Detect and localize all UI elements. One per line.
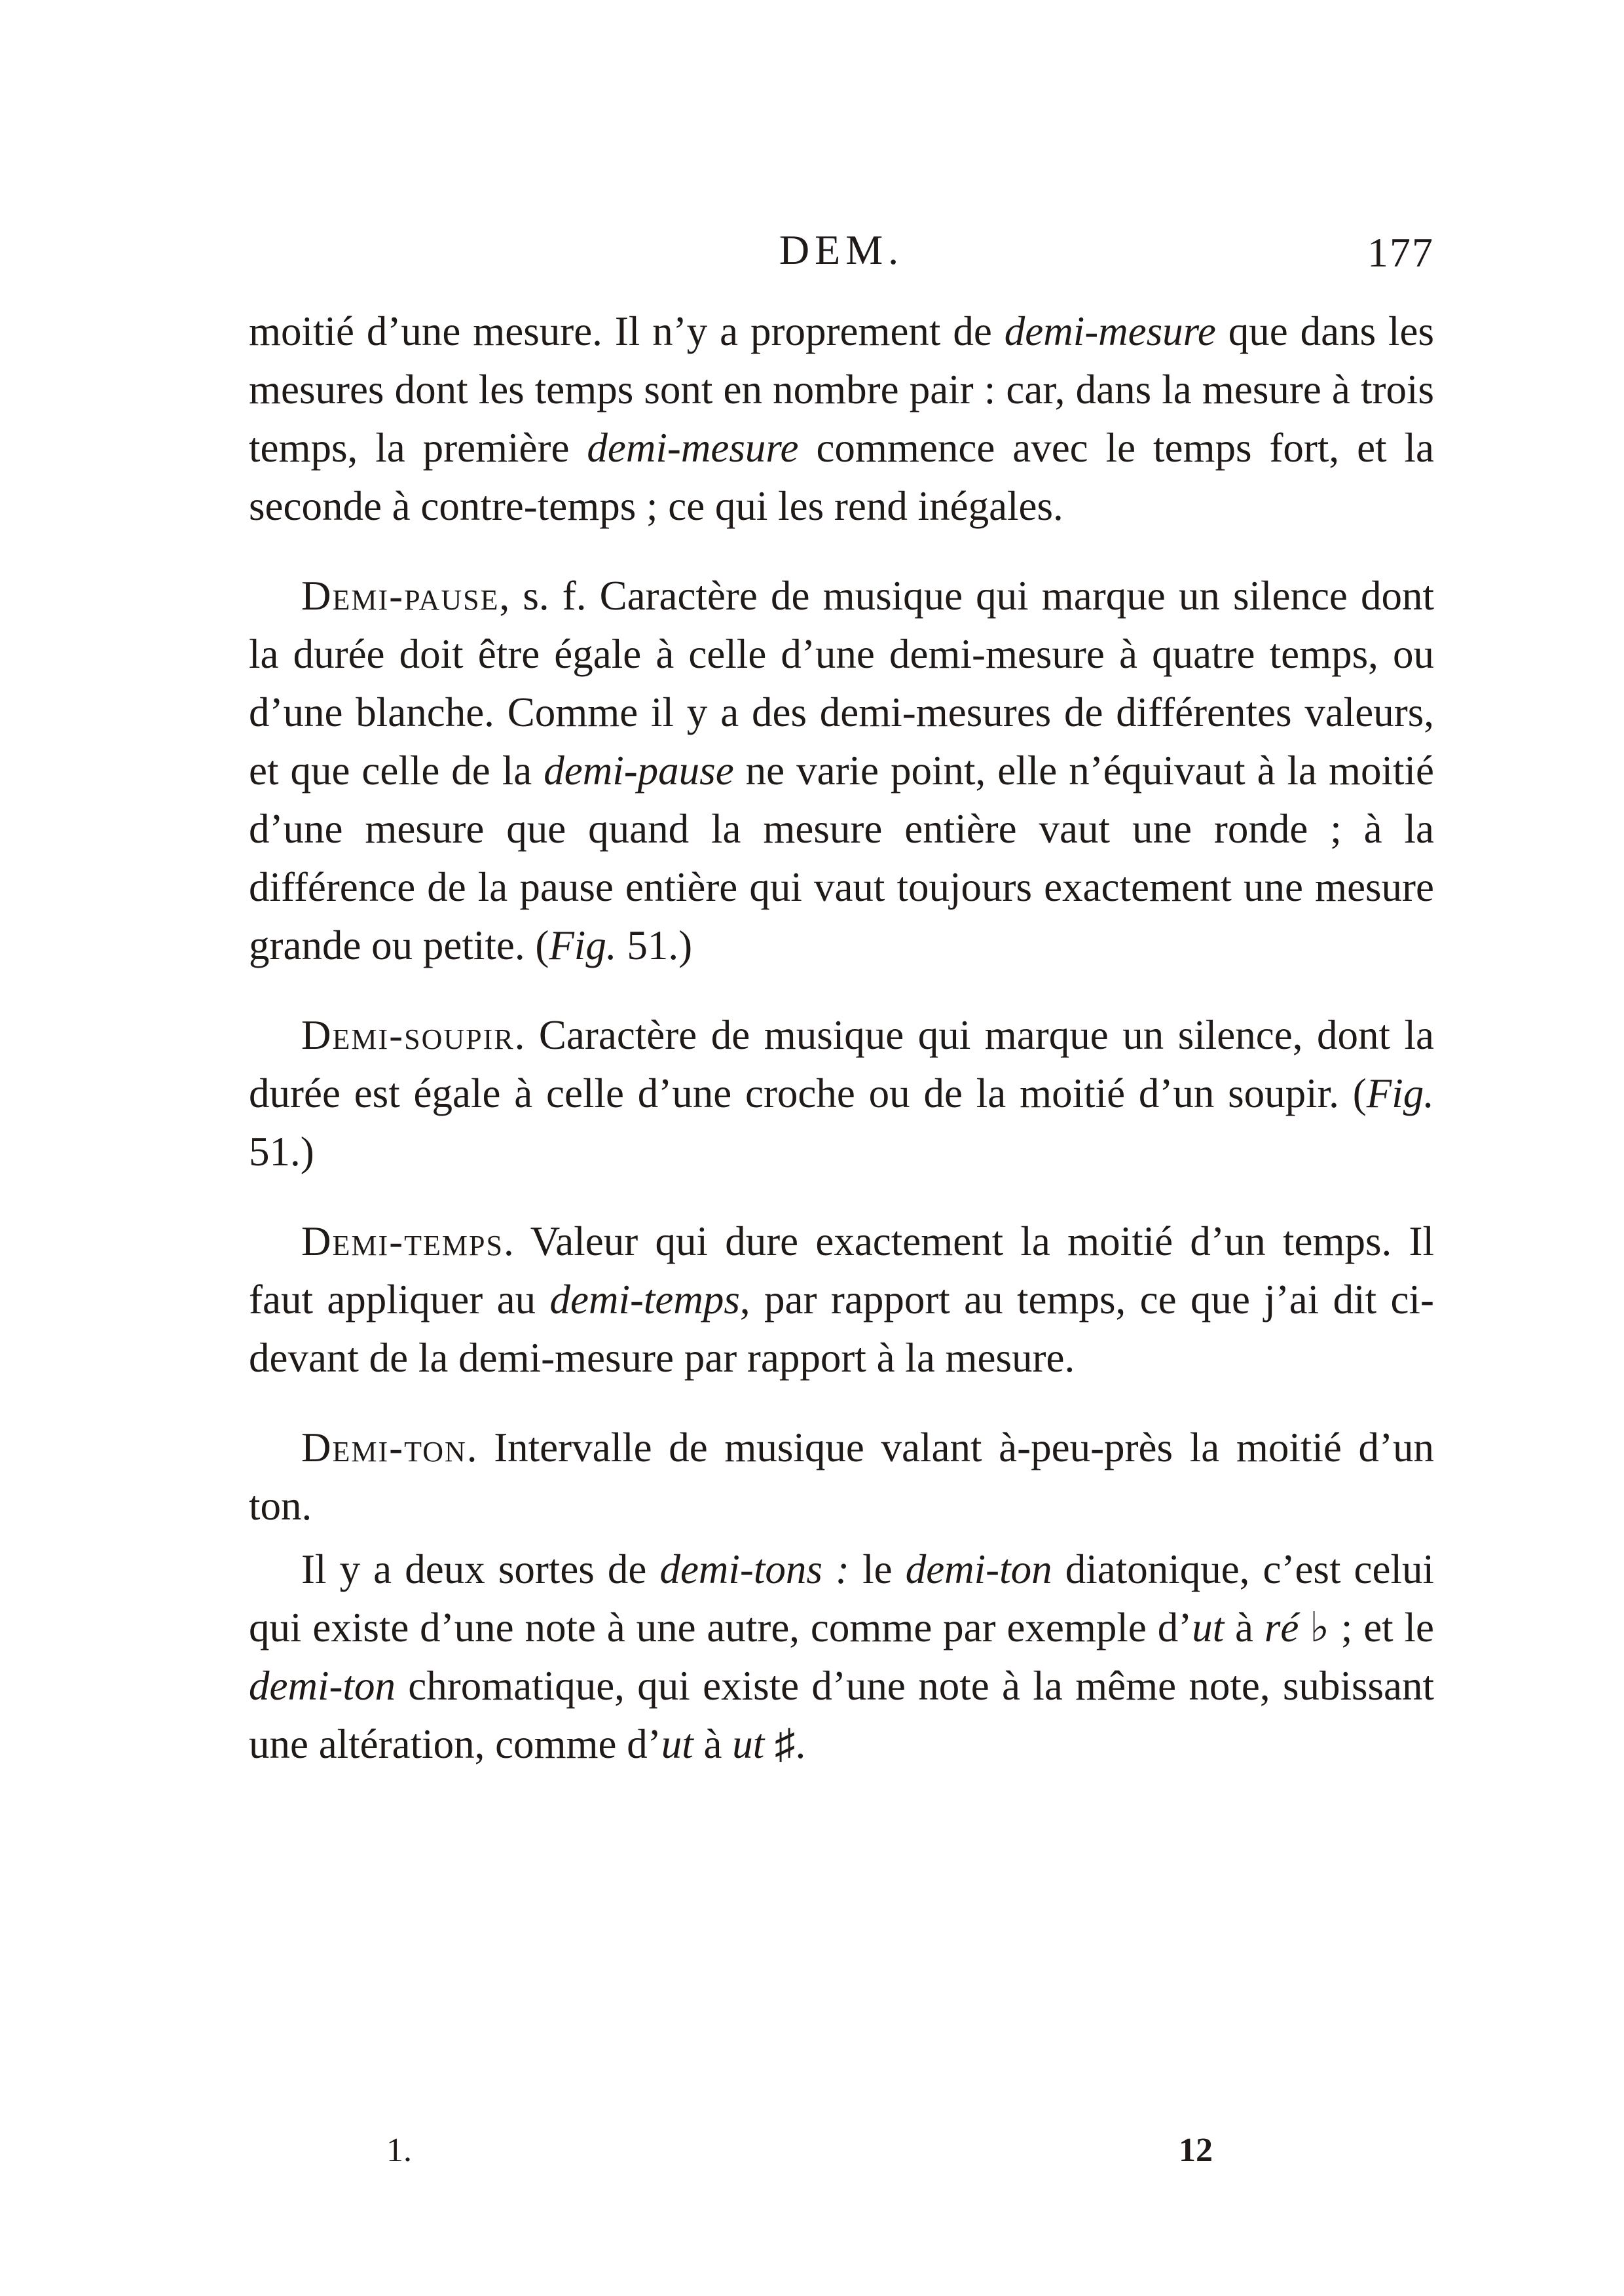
paragraph — [249, 302, 1434, 536]
italic-text: ut — [661, 1721, 693, 1767]
text-run: ne varie point, elle n’équivaut à la moitié d’une mesure que quand la mesure entière vaut une ronde ; à la différence de la pause entière qui vaut toujours exactement une mesure grande ou petite. ( — [249, 748, 1434, 968]
dictionary-entry — [249, 1212, 1434, 1387]
volume-mark: 1. — [386, 2132, 412, 2169]
body-text — [249, 302, 1434, 1774]
text-run: chromatique, qui existe d’une note à la même note, subissant une altération, comme d’ — [249, 1663, 1434, 1767]
printer-signature — [249, 2131, 1434, 2177]
text-run: à — [1224, 1605, 1264, 1650]
entry-headword: Demi-pause — [301, 573, 500, 619]
entry-headword: Demi-ton — [301, 1425, 467, 1470]
text-run: que dans les mesures dont les temps sont en nombre pair : car, dans la mesure à trois temps, la première — [249, 308, 1434, 471]
text-run: 51.) — [249, 1129, 314, 1175]
page-number: 177 — [1367, 229, 1434, 276]
italic-text: demi-ton — [249, 1663, 396, 1709]
text-run: commence avec le temps fort, et la seconde à contre-temps ; ce qui les rend inégales. — [249, 425, 1434, 529]
text-run: diatonique, c’est celui qui existe d’une note à une autre, comme par exemple d’ — [249, 1546, 1434, 1650]
text-run: le — [849, 1546, 906, 1592]
text-run: à — [693, 1721, 733, 1767]
paragraph — [249, 1540, 1434, 1774]
italic-text: demi-mesure — [1004, 308, 1216, 354]
running-head — [249, 226, 1434, 285]
italic-text: ré — [1264, 1605, 1299, 1650]
text-run: moitié d’une mesure. Il n’y a proprement de — [249, 308, 1005, 354]
dictionary-entry — [249, 1006, 1434, 1181]
gathering-mark: 12 — [1179, 2132, 1213, 2169]
italic-text: demi-pause — [544, 748, 734, 793]
italic-text: ut — [1192, 1605, 1225, 1650]
entry-headword: Demi-soupir — [301, 1012, 515, 1058]
text-run: , par rapport au temps, ce que j’ai dit ci-devant de la demi-mesure par rapport à la mesure. — [249, 1277, 1434, 1381]
italic-text: Fig. — [549, 922, 617, 968]
text-run: Il y a deux sortes de — [301, 1546, 660, 1592]
dictionary-entry — [249, 1419, 1434, 1535]
italic-text: ut — [732, 1721, 765, 1767]
text-run: ♯. — [764, 1721, 806, 1767]
italic-text: demi-mesure — [587, 425, 799, 471]
entry-headword: Demi-temps — [301, 1218, 504, 1264]
text-run: ♭ ; et le — [1299, 1605, 1435, 1650]
text-run: , s. f. Caractère de musique qui marque un silence dont la durée doit être égale à celle d’une demi-mesure à quatre temps, ou d’une blanche. Comme il y a des demi-mesures de différentes valeurs, et que celle de la — [249, 573, 1434, 793]
text-run: . Caractère de musique qui marque un silence, dont la durée est égale à celle d’une croche ou de la moitié d’un soupir. ( — [249, 1012, 1434, 1116]
italic-text: Fig. — [1366, 1070, 1434, 1116]
italic-text: demi-temps — [549, 1277, 740, 1322]
text-run: . Valeur qui dure exactement la moitié d’un temps. Il faut appliquer au — [249, 1218, 1434, 1322]
running-head-title: DEM. — [779, 227, 904, 273]
italic-text: demi-ton — [905, 1546, 1052, 1592]
italic-text: demi-tons : — [659, 1546, 850, 1592]
text-run: . Intervalle de musique valant à-peu-près la moitié d’un ton. — [249, 1425, 1434, 1529]
dictionary-entry — [249, 567, 1434, 975]
text-run: 51.) — [616, 922, 693, 968]
